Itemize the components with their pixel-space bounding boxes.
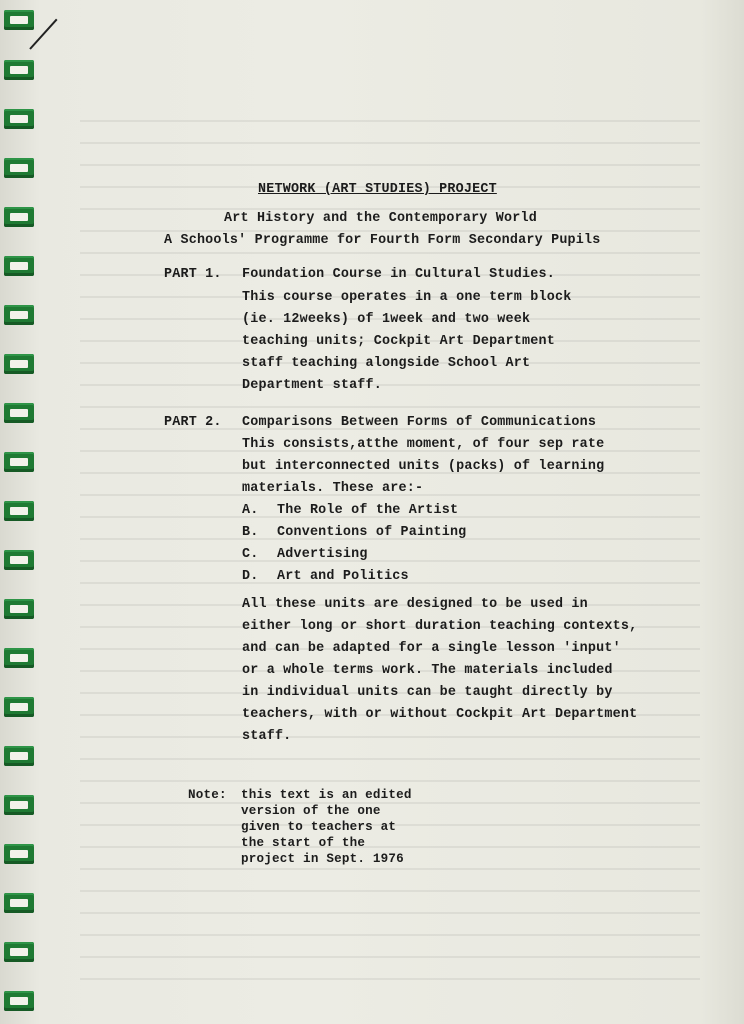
part1-line: teaching units; Cockpit Art Department (242, 334, 555, 349)
paragraph-line: in individual units can be taught directly by (242, 685, 613, 700)
unit-letter: B. (242, 525, 259, 540)
paragraph-line: teachers, with or without Cockpit Art Department (242, 707, 638, 722)
paragraph-line: either long or short duration teaching contexts, (242, 619, 638, 634)
unit-letter: A. (242, 503, 259, 518)
part2-line: materials. These are:- (242, 481, 424, 496)
document-title: NETWORK (ART STUDIES) PROJECT (258, 182, 497, 197)
part1-line: This course operates in a one term block (242, 290, 572, 305)
subtitle-line-2: A Schools' Programme for Fourth Form Secondary Pupils (164, 233, 601, 248)
part2-line: but interconnected units (packs) of learning (242, 459, 605, 474)
part1-line: Department staff. (242, 378, 383, 393)
unit-name: The Role of the Artist (277, 503, 459, 518)
part1-label: PART 1. (164, 267, 222, 282)
part2-line: Comparisons Between Forms of Communications (242, 415, 597, 430)
unit-name: Advertising (277, 547, 368, 562)
unit-name: Conventions of Painting (277, 525, 467, 540)
unit-letter: C. (242, 547, 259, 562)
unit-name: Art and Politics (277, 569, 409, 584)
part1-line: Foundation Course in Cultural Studies. (242, 267, 555, 282)
paragraph-line: and can be adapted for a single lesson 'input' (242, 641, 621, 656)
paragraph-line: or a whole terms work. The materials included (242, 663, 613, 678)
note-line: project in Sept. 1976 (241, 852, 404, 866)
paragraph-line: All these units are designed to be used in (242, 597, 588, 612)
part2-line: This consists,atthe moment, of four sep rate (242, 437, 605, 452)
note-line: this text is an edited (241, 788, 412, 802)
part1-line: (ie. 12weeks) of 1week and two week (242, 312, 531, 327)
note-label: Note: (188, 788, 227, 802)
subtitle-line-1: Art History and the Contemporary World (224, 211, 537, 226)
note-line: version of the one (241, 804, 381, 818)
paragraph-line: staff. (242, 729, 292, 744)
part1-line: staff teaching alongside School Art (242, 356, 531, 371)
note-line: the start of the (241, 836, 366, 850)
unit-letter: D. (242, 569, 259, 584)
note-line: given to teachers at (241, 820, 397, 834)
part2-label: PART 2. (164, 415, 222, 430)
